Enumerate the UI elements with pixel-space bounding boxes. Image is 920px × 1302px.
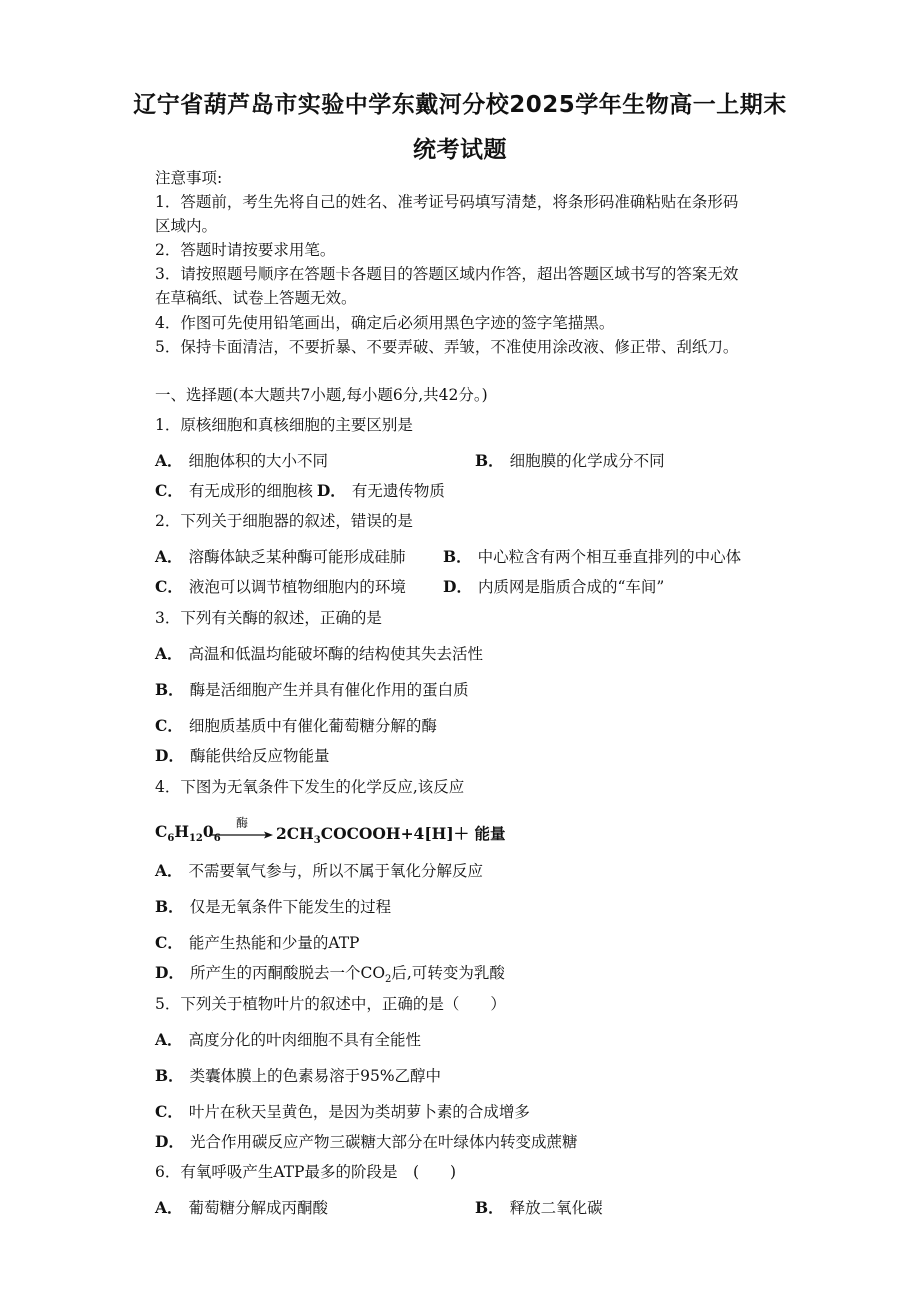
option-label: D．: [316, 481, 346, 500]
eq-o: 0: [202, 822, 214, 841]
q2-option-a: [155, 547, 406, 567]
notice-item: 1．答题前，考生先将自己的姓名、准考证号码填写清楚，将条形码准确粘贴在条形码: [155, 193, 739, 211]
reaction-arrow-icon: [207, 830, 275, 840]
option-label: B．: [443, 547, 472, 566]
question-4-stem: 4．下图为无氧条件下发生的化学反应,该反应: [155, 778, 465, 796]
option-label: B．: [155, 897, 184, 916]
eq-right-sub: 3: [313, 835, 321, 847]
q3-option-d: [155, 746, 329, 766]
notice-item: 5．保持卡面清洁，不要折暴、不要弄破、弄皱，不准使用涂改液、修正带、刮纸刀。: [155, 338, 739, 356]
option-text: 有无成形的细胞核: [188, 482, 313, 500]
option-label: A．: [155, 451, 183, 470]
option-label: B．: [475, 451, 504, 470]
eq-c-sub: 6: [167, 833, 175, 845]
option-label: D．: [155, 963, 184, 982]
q1-option-b: [475, 451, 665, 471]
question-3-stem: 3．下列有关酶的叙述，正确的是: [155, 609, 382, 627]
q1-option-a: [155, 451, 328, 471]
question-1-stem: 1．原核细胞和真核细胞的主要区别是: [155, 416, 413, 434]
q4-option-b: [155, 897, 391, 917]
exam-title-line2: 统考试题: [413, 137, 507, 163]
eq-right-a: 2CH: [276, 824, 314, 843]
option-label: C．: [155, 1102, 183, 1121]
q2-option-c: [155, 577, 406, 597]
option-text: 溶酶体缺乏某种酶可能形成硅肺: [188, 548, 406, 566]
option-text: 仅是无氧条件下能发生的过程: [189, 898, 392, 916]
option-label: D．: [155, 1132, 184, 1151]
section-heading: 一、选择题(本大题共7小题,每小题6分,共42分。): [155, 386, 488, 404]
notice-item: 区域内。: [155, 217, 218, 235]
option-label: B．: [155, 1066, 184, 1085]
option-text: 后,可转变为乳酸: [391, 964, 505, 982]
eq-o-sub: 6: [213, 833, 221, 845]
q4-option-a: [155, 861, 483, 881]
option-text: 叶片在秋天呈黄色，是因为类胡萝卜素的合成增多: [188, 1103, 530, 1121]
option-label: A．: [155, 547, 183, 566]
option-text: 酶能供给反应物能量: [189, 747, 330, 765]
q5-option-d: [155, 1132, 577, 1152]
eq-h: H: [174, 822, 189, 841]
question-2-stem: 2．下列关于细胞器的叙述，错误的是: [155, 512, 413, 530]
q5-option-c: [155, 1102, 530, 1122]
option-text: 葡萄糖分解成丙酮酸: [188, 1199, 329, 1217]
option-label: C．: [155, 577, 183, 596]
notice-item: 在草稿纸、试卷上答题无效。: [155, 289, 357, 307]
option-label: A．: [155, 1198, 183, 1217]
q1-options-cd: [155, 481, 445, 501]
eq-c: C: [155, 822, 168, 841]
notice-item: 3．请按照题号顺序在答题卡各题目的答题区域内作答，超出答题区域书写的答案无效: [155, 265, 739, 283]
option-text: 所产生的丙酮酸脱去一个CO: [189, 964, 386, 982]
eq-right-b: COCOOH+4[H]＋ 能量: [320, 824, 506, 843]
eq-h-sub: 12: [188, 833, 203, 845]
question-5-stem: 5．下列关于植物叶片的叙述中，正确的是（ ）: [155, 995, 506, 1013]
q5-option-a: [155, 1030, 421, 1050]
option-text: 内质网是脂质合成的“车间”: [477, 578, 665, 596]
equation-right: [276, 822, 506, 846]
option-label: D．: [443, 577, 472, 596]
option-label: A．: [155, 1030, 183, 1049]
option-text: 释放二氧化碳: [509, 1199, 603, 1217]
option-label: C．: [155, 481, 183, 500]
q2-option-d: [443, 577, 664, 597]
enzyme-label: 酶: [236, 816, 249, 830]
q3-option-b: [155, 680, 469, 700]
notice-item: 2．答题时请按要求用笔。: [155, 241, 336, 259]
option-label: C．: [155, 716, 183, 735]
option-text: 中心粒含有两个相互垂直排列的中心体: [477, 548, 742, 566]
q5-option-b: [155, 1066, 441, 1086]
exam-title-line1: 辽宁省葫芦岛市实验中学东戴河分校2025学年生物高一上期末: [133, 92, 787, 118]
option-text: 细胞膜的化学成分不同: [509, 452, 665, 470]
notice-heading: 注意事项:: [155, 169, 223, 187]
q2-option-b: [443, 547, 741, 567]
q6-option-a: [155, 1198, 328, 1218]
q4-option-c: [155, 933, 359, 953]
option-text: 酶是活细胞产生并具有催化作用的蛋白质: [189, 681, 469, 699]
option-label: A．: [155, 644, 183, 663]
question-6-stem: 6．有氧呼吸产生ATP最多的阶段是 ( ): [155, 1163, 457, 1181]
option-subscript: 2: [385, 974, 392, 986]
option-text: 液泡可以调节植物细胞内的环境: [188, 578, 406, 596]
option-label: C．: [155, 933, 183, 952]
option-text: 高温和低温均能破坏酶的结构使其失去活性: [188, 645, 484, 663]
option-text: 能产生热能和少量的ATP: [188, 934, 360, 952]
option-text: 细胞体积的大小不同: [188, 452, 329, 470]
option-text: 不需要氧气参与，所以不属于氧化分解反应: [188, 862, 484, 880]
option-label: A．: [155, 861, 183, 880]
q4-option-d: [155, 963, 505, 990]
option-text: 细胞质基质中有催化葡萄糖分解的酶: [188, 717, 437, 735]
option-label: B．: [475, 1198, 504, 1217]
option-text: 光合作用碳反应产物三碳糖大部分在叶绿体内转变成蔗糖: [189, 1133, 578, 1151]
option-label: B．: [155, 680, 184, 699]
option-label: D．: [155, 746, 184, 765]
q3-option-c: [155, 716, 437, 736]
option-text: 类囊体膜上的色素易溶于95%乙醇中: [189, 1067, 442, 1085]
q3-option-a: [155, 644, 483, 664]
notice-item: 4．作图可先使用铅笔画出，确定后必须用黑色字迹的签字笔描黑。: [155, 314, 615, 332]
option-text: 有无遗传物质: [351, 482, 445, 500]
q6-option-b: [475, 1198, 603, 1218]
option-text: 高度分化的叶肉细胞不具有全能性: [188, 1031, 422, 1049]
